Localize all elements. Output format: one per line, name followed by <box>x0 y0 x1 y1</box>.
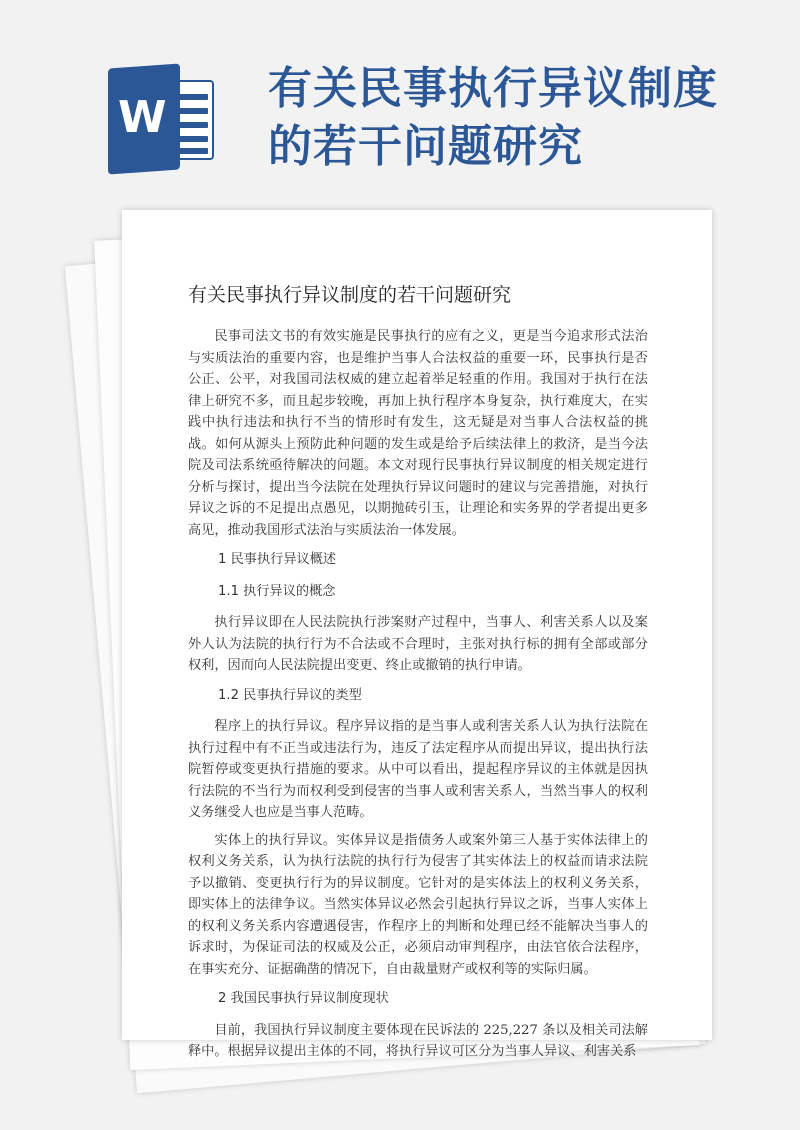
paragraph: 目前，我国执行异议制度主要体现在民诉法的 225,227 条以及相关司法解释中。根据异议提出主体的不同，将执行异议可区分为当事人异议、利害关系 <box>188 1022 648 1059</box>
document-title: 有关民事执行异议制度的若干问题研究 <box>188 284 512 306</box>
word-document-icon <box>108 66 218 172</box>
section-heading: 2 我国民事执行异议制度现状 <box>218 991 389 1006</box>
paragraph: 实体上的执行异议。实体异议是指债务人或案外第三人基于实体法律上的权利义务关系，认为执行法院的执行行为侵害了其实体法上的权益而请求法院予以撤销、变更执行行为的异议制度。它针对的是实体法上的权利义务关系，即实体上的法律争议。当然实体异议必然会引起执行异议之诉，当事人实体上的权利义务关系内容遭遇侵害，作程序上的判断和处理已经不能解决当事人的诉求时，为保证司法的权威及公正，必须启动审判程序，由法官依合法程序，在事实充分、证据确凿的情况下，自由裁量财产或权利等的实际归属。 <box>188 832 648 977</box>
section-heading: 1.1 执行异议的概念 <box>218 583 336 599</box>
word-letter: W <box>118 92 167 144</box>
header-banner <box>0 0 800 200</box>
word-badge <box>108 63 180 174</box>
paragraph: 程序上的执行异议。程序异议指的是当事人或利害关系人认为执行法院在执行过程中有不正当或违法行为，违反了法定程序从而提出异议，提出执行法院暂停或变更执行措施的要求。从中可以看出，提起程序异议的主体就是因执行法院的不当行为而权利受到侵害的当事人或利害关系人，当然当事人的权利义务继受人也应是当事人范畴。 <box>188 719 648 820</box>
section-heading: 1.2 民事执行异议的类型 <box>218 687 362 703</box>
paragraph: 民事司法文书的有效实施是民事执行的应有之义，更是当今追求形式法治与实质法治的重要内容，也是维护当事人合法权益的重要一环，民事执行是否公正、公平，对我国司法权威的建立起着举足轻重的作用。我国对于执行在法律上研究不多，而且起步较晚，再加上执行程序本身复杂，执行难度大，在实践中执行违法和执行不当的情形时有发生，这无疑是对当事人合法权益的挑战。如何从源头上预防此种问题的发生或是给予后续法律上的救济，是当今法院及司法系统亟待解决的问题。本文对现行民事执行异议制度的相关规定进行分析与探讨，提出当今法院在处理执行异议问题时的建议与完善措施，对执行异议之诉的不足提出点愚见，以期抛砖引玉，让理论和实务界的学者提出更多高见，推动我国形式法治与实质法治一体发展。 <box>188 329 648 538</box>
paragraph: 执行异议即在人民法院执行涉案财产过程中，当事人、利害关系人以及案外人认为法院的执行行为不合法或不合理时，主张对执行标的拥有全部或部分权利，因而向人民法院提出变更、终止或撤销的执行申请。 <box>188 615 648 673</box>
document-body <box>188 326 648 1069</box>
document-page <box>122 210 712 1059</box>
section-heading: 1 民事执行异议概述 <box>218 552 337 567</box>
page-title: 有关民事执行异议制度的若干问题研究 <box>268 63 718 172</box>
